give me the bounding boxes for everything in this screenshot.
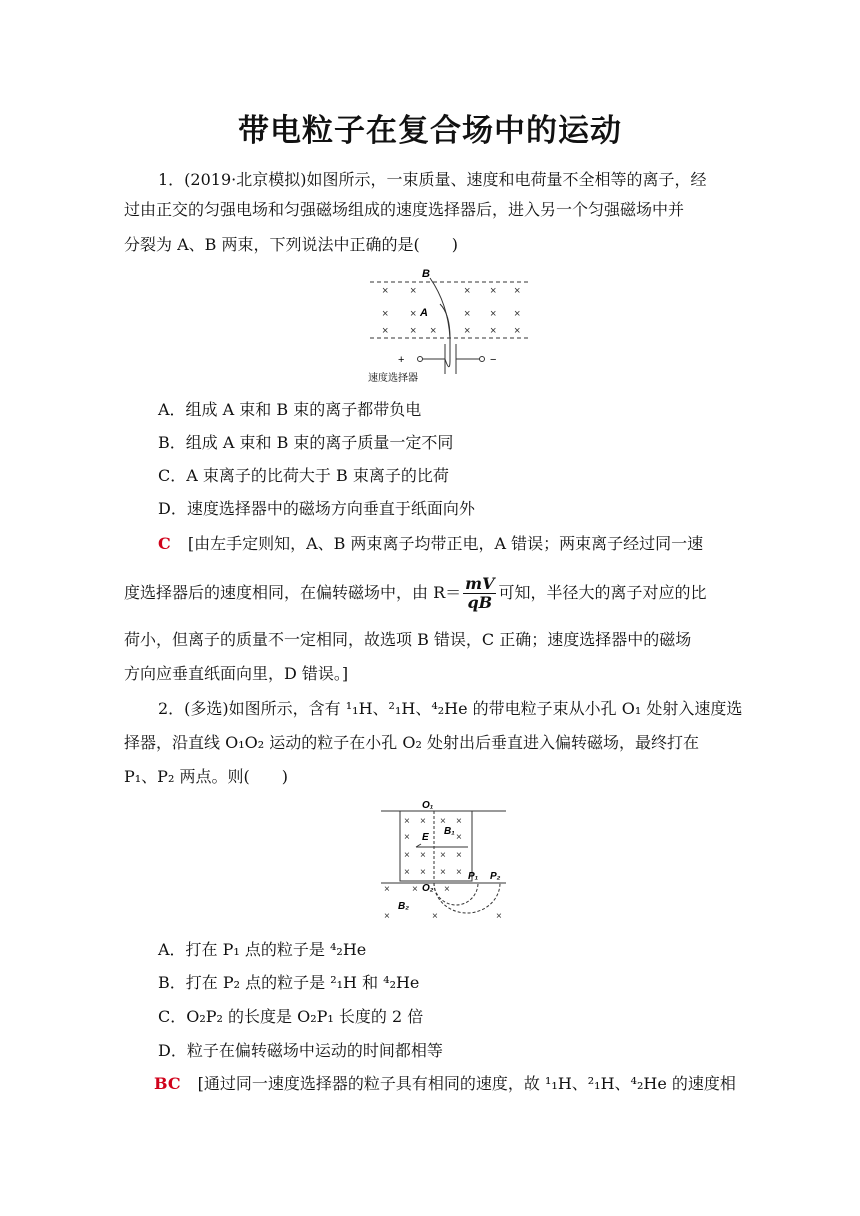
q1-option-c: C．A 束离子的比荷大于 B 束离子的比荷 [158, 466, 449, 485]
svg-text:×: × [382, 285, 389, 297]
b2-label: B₂ [398, 901, 410, 912]
fraction-denominator: qB [467, 593, 493, 612]
q2-explanation-line-1 [154, 1072, 774, 1096]
q2-stem-line-3: P₁、P₂ 两点。则( ) [124, 767, 288, 786]
svg-text:×: × [464, 325, 471, 337]
q2-exp-text-1: [通过同一速度选择器的粒子具有相同的速度，故 ¹₁H、²₁H、⁴₂He 的速度相 [197, 1074, 736, 1093]
beam-b-path [430, 278, 450, 360]
svg-text:×: × [410, 285, 417, 297]
svg-text:×: × [456, 832, 462, 843]
q1-explanation-line-1 [158, 532, 778, 556]
o2-label: O₂ [422, 883, 434, 894]
svg-text:×: × [410, 325, 417, 337]
velocity-selector-caption: 速度选择器 [368, 373, 418, 384]
q1-stem-line-2: 过由正交的匀强电场和匀强磁场组成的速度选择器后，进入另一个匀强磁场中并 [124, 200, 685, 219]
svg-text:×: × [456, 850, 462, 861]
svg-text:×: × [404, 816, 410, 827]
q1-option-a: A．组成 A 束和 B 束的离子都带负电 [158, 400, 422, 419]
q1-explanation-line-2 [124, 575, 744, 612]
svg-text:×: × [440, 816, 446, 827]
q1-exp-text-2a: 度选择器后的速度相同，在偏转磁场中，由 R＝ [124, 583, 462, 602]
svg-text:×: × [382, 325, 389, 337]
svg-text:×: × [464, 308, 471, 320]
q1-stem-line-3: 分裂为 A、B 两束，下列说法中正确的是( ) [124, 235, 458, 254]
svg-text:×: × [456, 867, 462, 878]
formula-fraction [463, 575, 496, 612]
svg-text:×: × [456, 816, 462, 827]
o1-label: O₁ [422, 800, 434, 811]
p2-label: P₂ [490, 871, 501, 882]
svg-text:×: × [440, 867, 446, 878]
svg-text:×: × [420, 867, 426, 878]
q1-exp-text-2b: 可知，半径大的离子对应的比 [498, 583, 707, 602]
q1-explanation-line-3: 荷小，但离子的质量不一定相同，故选项 B 错误，C 正确；速度选择器中的磁场 [124, 630, 692, 649]
beam-b-label: B [422, 268, 430, 280]
svg-text:×: × [410, 308, 417, 320]
svg-text:×: × [490, 325, 497, 337]
svg-text:×: × [490, 285, 497, 297]
svg-text:×: × [514, 325, 521, 337]
p1-label: P₁ [468, 871, 479, 882]
q1-stem-line-1: 1．(2019·北京模拟)如图所示，一束质量、速度和电荷量不全相等的离子，经 [158, 170, 707, 189]
svg-text:×: × [404, 832, 410, 843]
velocity-selector-figure [360, 264, 540, 388]
svg-text:×: × [464, 285, 471, 297]
svg-text:×: × [444, 884, 450, 895]
e-field-label: E [422, 832, 429, 843]
q1-option-d: D．速度选择器中的磁场方向垂直于纸面向外 [158, 499, 475, 518]
svg-text:×: × [412, 884, 418, 895]
q2-option-b: B．打在 P₂ 点的粒子是 ²₁H 和 ⁴₂He [158, 973, 420, 992]
mass-spectrometer-figure [376, 797, 511, 925]
svg-text:×: × [432, 911, 438, 922]
q1-exp-text-1: [由左手定则知，A、B 两束离子均带正电，A 错误；两束离子经过同一速 [187, 534, 704, 553]
svg-text:×: × [514, 308, 521, 320]
q2-stem-line-2: 择器，沿直线 O₁O₂ 运动的粒子在小孔 O₂ 处射出后垂直进入偏转磁场，最终打在 [124, 733, 699, 752]
q2-option-a: A．打在 P₁ 点的粒子是 ⁴₂He [158, 940, 367, 959]
svg-text:×: × [404, 867, 410, 878]
svg-text:×: × [496, 911, 502, 922]
svg-text:×: × [384, 884, 390, 895]
q2-option-d: D．粒子在偏转磁场中运动的时间都相等 [158, 1041, 443, 1060]
svg-text:×: × [490, 308, 497, 320]
fraction-numerator: mV [465, 574, 495, 593]
q2-option-c: C．O₂P₂ 的长度是 O₂P₁ 长度的 2 倍 [158, 1007, 424, 1026]
beam-a-label: A [420, 307, 428, 319]
svg-text:×: × [514, 285, 521, 297]
field-cross-marks [382, 285, 520, 337]
svg-text:×: × [420, 816, 426, 827]
svg-text:×: × [440, 850, 446, 861]
q2-answer: BC [154, 1074, 181, 1093]
plus-terminal-label: + [398, 354, 405, 366]
svg-text:×: × [382, 308, 389, 320]
page-title: 带电粒子在复合场中的运动 [238, 113, 622, 149]
q1-option-b: B．组成 A 束和 B 束的离子质量一定不同 [158, 433, 454, 452]
q2-stem-line-1: 2．(多选)如图所示，含有 ¹₁H、²₁H、⁴₂He 的带电粒子束从小孔 O₁ 处射入速度选 [158, 699, 743, 718]
minus-terminal-label: − [490, 354, 497, 366]
svg-text:×: × [420, 850, 426, 861]
svg-text:×: × [384, 911, 390, 922]
q1-explanation-line-4: 方向应垂直纸面向里，D 错误。] [124, 664, 349, 683]
b1-label: B₁ [444, 826, 455, 837]
svg-text:×: × [404, 850, 410, 861]
q1-answer: C [158, 534, 171, 553]
svg-text:×: × [430, 325, 437, 337]
